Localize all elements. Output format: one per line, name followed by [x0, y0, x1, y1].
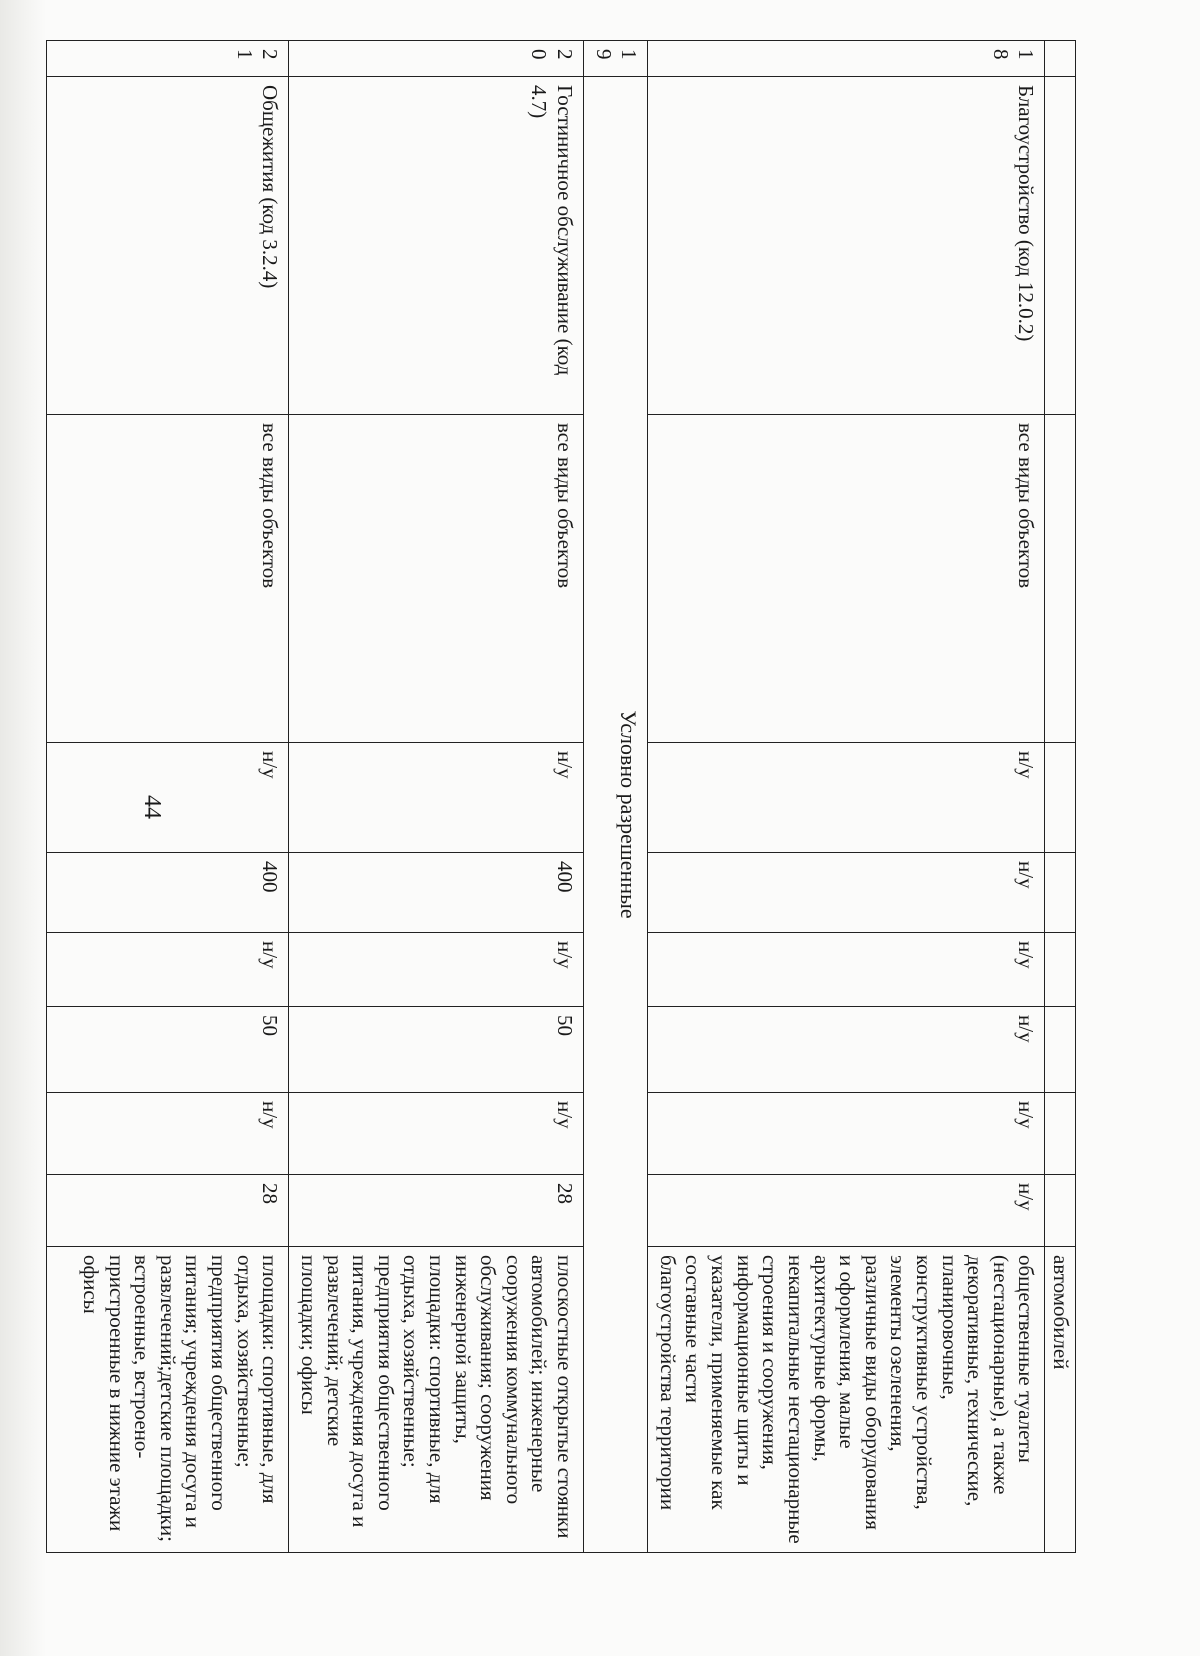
description: плоскостные открытые стоянки автомобилей; инженерные сооружения коммунального обслуживания; сооружения инженерной защиты, площадки: спортивные, для отдыха, хозяйственные; предприятия общественного питания, учреждения досуга и развлечений; детские площадки; офисы — [289, 1247, 584, 1553]
row-number: 21 — [47, 41, 289, 77]
table-row — [648, 41, 1045, 1553]
param-2: 400 — [289, 853, 584, 933]
param-5: н/у — [47, 1093, 289, 1175]
row-number: 20 — [289, 41, 584, 77]
param-1: н/у — [47, 743, 289, 853]
param-1 — [1045, 743, 1076, 853]
object-types: все виды объектов — [47, 415, 289, 743]
table-row — [289, 41, 584, 1553]
param-2 — [1045, 853, 1076, 933]
param-5: н/у — [289, 1093, 584, 1175]
param-3: н/у — [289, 933, 584, 1007]
param-6: н/у — [648, 1175, 1045, 1247]
table-row — [1045, 41, 1076, 1553]
param-6: 28 — [47, 1175, 289, 1247]
description: общественные туалеты (нестационарные), а также декоративные, технические, планировочные, конструктивные устройства, элементы озеленения, различные виды оборудования и оформления, малые архитектурные формы, некапитальные нестационарные строения и сооружения, информационные щиты и указатели, применяемые как составные части благоустройства территории — [648, 1247, 1045, 1553]
use-name: Общежития (код 3.2.4) — [47, 77, 289, 415]
param-6 — [1045, 1175, 1076, 1247]
regulations-table — [46, 40, 1076, 1553]
row-number — [1045, 41, 1076, 77]
use-name: Гостиничное обслуживание (код 4.7) — [289, 77, 584, 415]
page-number: 44 — [139, 795, 165, 819]
param-4 — [1045, 1007, 1076, 1093]
param-1: н/у — [289, 743, 584, 853]
description: автомобилей — [1045, 1247, 1076, 1553]
param-3 — [1045, 933, 1076, 1007]
object-types: все виды объектов — [289, 415, 584, 743]
use-name: Благоустройство (код 12.0.2) — [648, 77, 1045, 415]
use-name — [1045, 77, 1076, 415]
param-3: н/у — [47, 933, 289, 1007]
param-4: н/у — [648, 1007, 1045, 1093]
param-4: 50 — [289, 1007, 584, 1093]
section-row — [584, 41, 648, 1553]
param-5: н/у — [648, 1093, 1045, 1175]
object-types: все виды объектов — [648, 415, 1045, 743]
param-3: н/у — [648, 933, 1045, 1007]
row-number: 19 — [584, 41, 648, 77]
param-4: 50 — [47, 1007, 289, 1093]
scan-edge — [0, 0, 46, 1656]
description: площадки: спортивные, для отдыха, хозяйственные; предприятия общественного питания; учреждения досуга и развлечений;детские площадки; встроенные, встроено-пристроенные в нижние этажи офисы — [47, 1247, 289, 1553]
object-types — [1045, 415, 1076, 743]
row-number: 18 — [648, 41, 1045, 77]
param-2: н/у — [648, 853, 1045, 933]
param-5 — [1045, 1093, 1076, 1175]
table-row — [47, 41, 289, 1553]
section-title: Условно разрешенные — [584, 77, 648, 1553]
param-1: н/у — [648, 743, 1045, 853]
param-2: 400 — [47, 853, 289, 933]
param-6: 28 — [289, 1175, 584, 1247]
